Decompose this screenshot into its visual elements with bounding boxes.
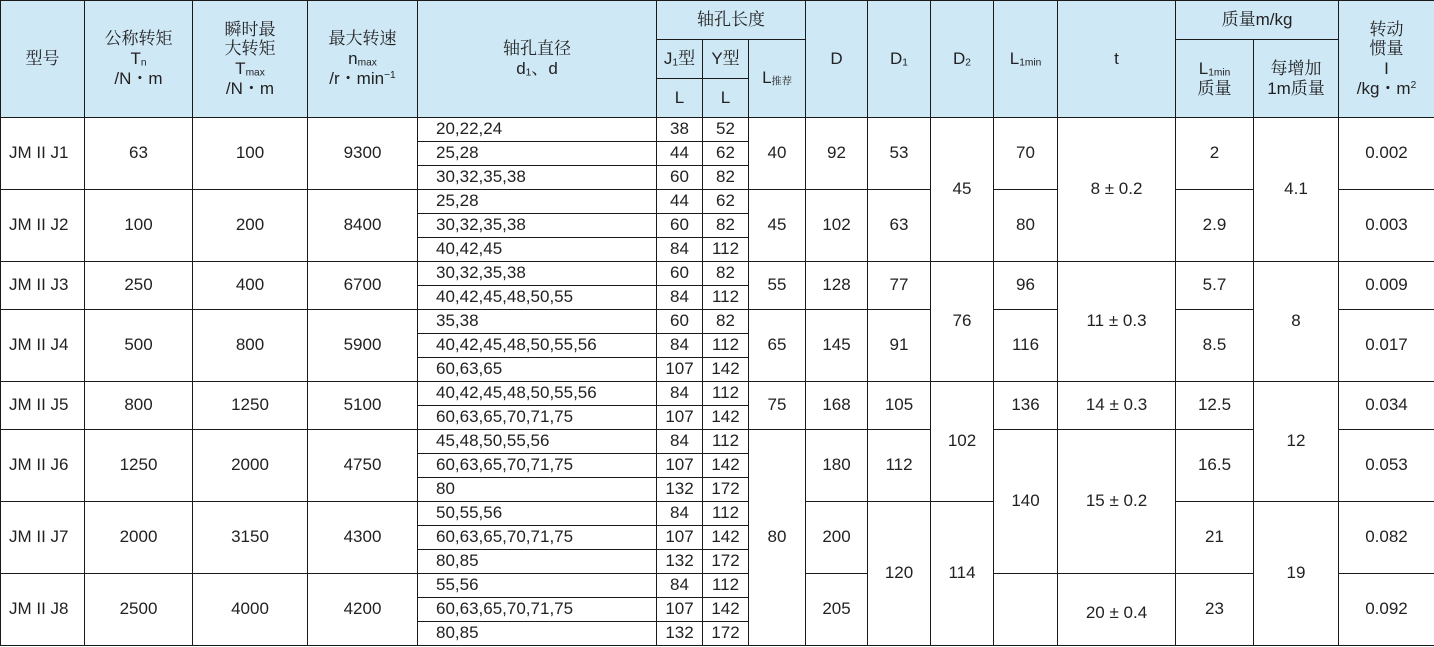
- max-speed-cell: 8400: [308, 190, 418, 262]
- inertia-cell: 0.002: [1339, 118, 1434, 190]
- length-y-cell: 62: [703, 190, 749, 214]
- length-j1-cell: 84: [657, 238, 703, 262]
- length-recommended-cell: 40: [749, 118, 806, 190]
- length-y-cell: 82: [703, 262, 749, 286]
- L1min-cell: 70: [994, 118, 1058, 190]
- bore-diameter-cell: 40,42,45,48,50,55: [418, 286, 657, 310]
- length-y-cell: 82: [703, 166, 749, 190]
- model-cell: JM II J4: [1, 310, 85, 382]
- mass-cell: 2.9: [1176, 190, 1254, 262]
- length-y-cell: 82: [703, 214, 749, 238]
- header-inertia: 转动 惯量 I /kg・$m^2$: [1339, 1, 1434, 118]
- peak-torque-cell: 3150: [193, 502, 308, 574]
- header-l-j1: L: [657, 79, 703, 118]
- length-j1-cell: 84: [657, 430, 703, 454]
- D1-cell: 112: [868, 430, 931, 502]
- nominal-torque-cell: 1250: [85, 430, 193, 502]
- length-y-cell: 112: [703, 238, 749, 262]
- length-y-cell: 112: [703, 430, 749, 454]
- max-speed-cell: 4300: [308, 502, 418, 574]
- bore-diameter-cell: 80: [418, 478, 657, 502]
- L1min-cell: [994, 574, 1058, 646]
- D-cell: 128: [806, 262, 868, 310]
- max-speed-cell: 9300: [308, 118, 418, 190]
- mass-per-meter-cell: 12: [1254, 382, 1339, 502]
- length-y-cell: 142: [703, 358, 749, 382]
- peak-torque-cell: 800: [193, 310, 308, 382]
- t-cell: 11 ± 0.3: [1058, 262, 1176, 382]
- peak-torque-cell: 200: [193, 190, 308, 262]
- bore-diameter-cell: 35,38: [418, 310, 657, 334]
- length-y-cell: 172: [703, 622, 749, 646]
- length-j1-cell: 60: [657, 166, 703, 190]
- header-D: D: [806, 1, 868, 118]
- length-j1-cell: 132: [657, 622, 703, 646]
- L1min-cell: 136: [994, 382, 1058, 430]
- length-j1-cell: 60: [657, 310, 703, 334]
- bore-diameter-cell: 45,48,50,55,56: [418, 430, 657, 454]
- peak-torque-cell: 4000: [193, 574, 308, 646]
- D2-cell: 102: [931, 382, 994, 502]
- t-cell: 8 ± 0.2: [1058, 118, 1176, 262]
- mass-cell: 8.5: [1176, 310, 1254, 382]
- length-j1-cell: 107: [657, 406, 703, 430]
- D2-cell: 45: [931, 118, 994, 262]
- header-peak-torque: 瞬时最 大转矩 Tmax /N・m: [193, 1, 308, 118]
- length-y-cell: 142: [703, 526, 749, 550]
- D-cell: 205: [806, 574, 868, 646]
- nominal-torque-cell: 250: [85, 262, 193, 310]
- peak-torque-cell: 1250: [193, 382, 308, 430]
- header-l-y: L: [703, 79, 749, 118]
- mass-cell: 5.7: [1176, 262, 1254, 310]
- D1-cell: 91: [868, 310, 931, 382]
- length-y-cell: 62: [703, 142, 749, 166]
- length-y-cell: 112: [703, 502, 749, 526]
- mass-cell: 23: [1176, 574, 1254, 646]
- inertia-cell: 0.009: [1339, 262, 1434, 310]
- model-cell: JM II J7: [1, 502, 85, 574]
- length-y-cell: 82: [703, 310, 749, 334]
- header-model: 型号: [1, 1, 85, 118]
- length-j1-cell: 38: [657, 118, 703, 142]
- model-cell: JM II J2: [1, 190, 85, 262]
- length-y-cell: 172: [703, 550, 749, 574]
- D1-cell: 105: [868, 382, 931, 430]
- length-j1-cell: 84: [657, 334, 703, 358]
- length-recommended-cell: 65: [749, 310, 806, 382]
- length-j1-cell: 107: [657, 454, 703, 478]
- header-t: t: [1058, 1, 1176, 118]
- header-nominal-torque: 公称转矩 Tn /N・m: [85, 1, 193, 118]
- bore-diameter-cell: 60,63,65: [418, 358, 657, 382]
- mass-cell: 2: [1176, 118, 1254, 190]
- max-speed-cell: 4750: [308, 430, 418, 502]
- D-cell: 145: [806, 310, 868, 382]
- inertia-cell: 0.017: [1339, 310, 1434, 382]
- t-cell: 14 ± 0.3: [1058, 382, 1176, 430]
- D-cell: 102: [806, 190, 868, 262]
- L1min-cell: 140: [994, 430, 1058, 574]
- length-j1-cell: 84: [657, 502, 703, 526]
- length-y-cell: 112: [703, 334, 749, 358]
- model-cell: JM II J8: [1, 574, 85, 646]
- length-j1-cell: 107: [657, 598, 703, 622]
- bore-diameter-cell: 80,85: [418, 622, 657, 646]
- bore-diameter-cell: 40,42,45,48,50,55,56: [418, 334, 657, 358]
- inertia-cell: 0.034: [1339, 382, 1434, 430]
- mass-per-meter-cell: 8: [1254, 262, 1339, 382]
- model-cell: JM II J3: [1, 262, 85, 310]
- length-j1-cell: 107: [657, 358, 703, 382]
- bore-diameter-cell: 30,32,35,38: [418, 262, 657, 286]
- length-j1-cell: 60: [657, 214, 703, 238]
- length-j1-cell: 44: [657, 142, 703, 166]
- bore-diameter-cell: 60,63,65,70,71,75: [418, 406, 657, 430]
- nominal-torque-cell: 500: [85, 310, 193, 382]
- D1-cell: 53: [868, 118, 931, 190]
- length-j1-cell: 132: [657, 550, 703, 574]
- inertia-cell: 0.053: [1339, 430, 1434, 502]
- header-D1: D1: [868, 1, 931, 118]
- inertia-cell: 0.082: [1339, 502, 1434, 574]
- max-speed-cell: 6700: [308, 262, 418, 310]
- t-cell: [1058, 574, 1176, 646]
- bore-diameter-cell: 25,28: [418, 142, 657, 166]
- bore-diameter-cell: 30,32,35,38: [418, 214, 657, 238]
- length-y-cell: 142: [703, 406, 749, 430]
- bore-diameter-cell: 30,32,35,38: [418, 166, 657, 190]
- D-cell: 180: [806, 430, 868, 502]
- header-mass-per-meter: 每增加 1m质量: [1254, 40, 1339, 118]
- length-y-cell: 112: [703, 574, 749, 598]
- D1-cell: 77: [868, 262, 931, 310]
- mass-cell: 16.5: [1176, 430, 1254, 502]
- length-y-cell: 172: [703, 478, 749, 502]
- inertia-cell: 0.003: [1339, 190, 1434, 262]
- header-mass-l1min: L1min 质量: [1176, 40, 1254, 118]
- model-cell: JM II J1: [1, 118, 85, 190]
- header-max-speed: 最大转速 nmax /r・$\min^{-1}$: [308, 1, 418, 118]
- mass-cell: 21: [1176, 502, 1254, 574]
- D2-cell: 76: [931, 262, 994, 382]
- header-mass: 质量m/kg: [1176, 1, 1339, 40]
- nominal-torque-cell: 2500: [85, 574, 193, 646]
- header-D2: D2: [931, 1, 994, 118]
- header-L1min: L1min: [994, 1, 1058, 118]
- bore-diameter-cell: 80,85: [418, 550, 657, 574]
- bore-diameter-cell: 40,42,45: [418, 238, 657, 262]
- D-cell: 92: [806, 118, 868, 190]
- peak-torque-cell: 2000: [193, 430, 308, 502]
- nominal-torque-cell: 100: [85, 190, 193, 262]
- mass-cell: 12.5: [1176, 382, 1254, 430]
- header-y-type: Y型: [703, 40, 749, 79]
- t-cell: 15 ± 0.2: [1058, 430, 1176, 574]
- bore-diameter-cell: 50,55,56: [418, 502, 657, 526]
- length-recommended-cell: 75: [749, 382, 806, 430]
- inertia-cell: 0.092: [1339, 574, 1434, 646]
- bore-diameter-cell: 40,42,45,48,50,55,56: [418, 382, 657, 406]
- length-j1-cell: 107: [657, 526, 703, 550]
- length-j1-cell: 84: [657, 574, 703, 598]
- mass-per-meter-cell: 4.1: [1254, 118, 1339, 262]
- header-bore-diameter: 轴孔直径 d1、d: [418, 1, 657, 118]
- model-cell: JM II J5: [1, 382, 85, 430]
- L1min-cell: 80: [994, 190, 1058, 262]
- L1min-cell: 116: [994, 310, 1058, 382]
- model-cell: JM II J6: [1, 430, 85, 502]
- D1-cell: 120: [868, 502, 931, 646]
- bore-diameter-cell: 20,22,24: [418, 118, 657, 142]
- mass-per-meter-cell: 19: [1254, 502, 1339, 646]
- t-value: 20 ± 0.4: [1085, 603, 1148, 623]
- length-recommended-cell: 80: [749, 430, 806, 646]
- max-speed-cell: 5900: [308, 310, 418, 382]
- length-j1-cell: 84: [657, 382, 703, 406]
- max-speed-cell: 5100: [308, 382, 418, 430]
- length-y-cell: 142: [703, 598, 749, 622]
- bore-diameter-cell: 60,63,65,70,71,75: [418, 598, 657, 622]
- length-j1-cell: 84: [657, 286, 703, 310]
- header-j1-type: J1型: [657, 40, 703, 79]
- peak-torque-cell: 400: [193, 262, 308, 310]
- length-recommended-cell: 45: [749, 190, 806, 262]
- D-cell: 168: [806, 382, 868, 430]
- L1min-cell: 96: [994, 262, 1058, 310]
- max-speed-cell: 4200: [308, 574, 418, 646]
- header-bore-length: 轴孔长度: [657, 1, 806, 40]
- bore-diameter-cell: 60,63,65,70,71,75: [418, 454, 657, 478]
- bore-diameter-cell: 25,28: [418, 190, 657, 214]
- length-y-cell: 112: [703, 286, 749, 310]
- D-cell: 200: [806, 502, 868, 574]
- length-j1-cell: 132: [657, 478, 703, 502]
- nominal-torque-cell: 800: [85, 382, 193, 430]
- nominal-torque-cell: 63: [85, 118, 193, 190]
- bore-diameter-cell: 55,56: [418, 574, 657, 598]
- length-recommended-cell: 55: [749, 262, 806, 310]
- length-y-cell: 142: [703, 454, 749, 478]
- peak-torque-cell: 100: [193, 118, 308, 190]
- length-j1-cell: 60: [657, 262, 703, 286]
- D2-cell: 114: [931, 502, 994, 646]
- bore-diameter-cell: 60,63,65,70,71,75: [418, 526, 657, 550]
- D1-cell: 63: [868, 190, 931, 262]
- length-j1-cell: 44: [657, 190, 703, 214]
- length-y-cell: 112: [703, 382, 749, 406]
- header-l-recommended: L推荐: [749, 40, 806, 118]
- length-y-cell: 52: [703, 118, 749, 142]
- nominal-torque-cell: 2000: [85, 502, 193, 574]
